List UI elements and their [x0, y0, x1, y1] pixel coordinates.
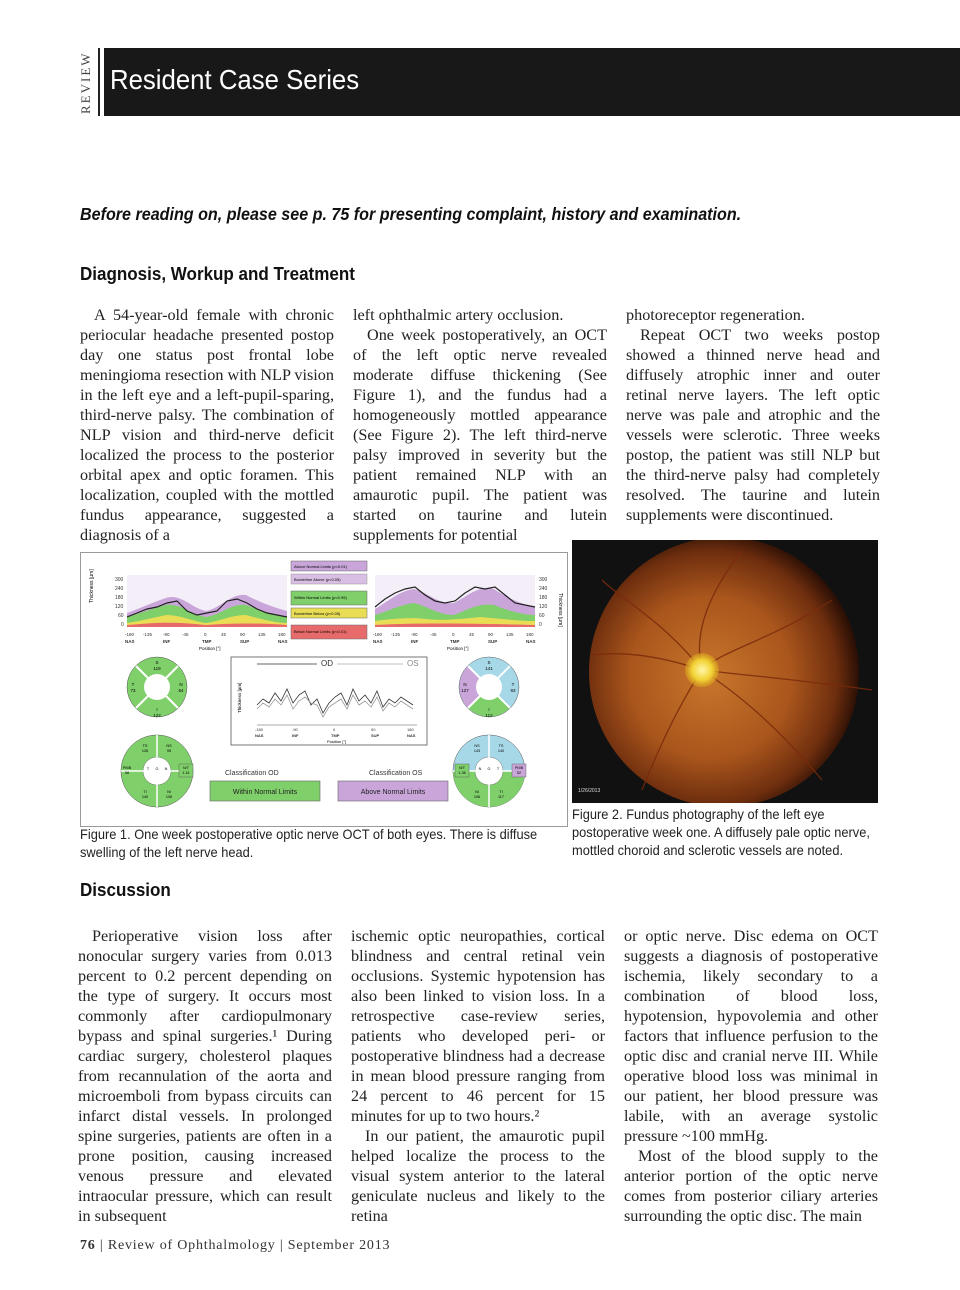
svg-text:-180: -180: [373, 632, 383, 637]
section-heading-diagnosis: Diagnosis, Workup and Treatment: [80, 263, 355, 284]
page-number: 76: [80, 1238, 96, 1253]
figure-fundus-photo: [572, 540, 878, 803]
svg-text:119: 119: [153, 666, 161, 671]
svg-text:N: N: [164, 767, 168, 771]
svg-text:180: 180: [539, 595, 548, 601]
svg-text:NAS: NAS: [255, 733, 264, 738]
classification-os: [338, 770, 448, 801]
svg-text:T: T: [496, 767, 500, 771]
svg-text:TMP: TMP: [450, 639, 460, 644]
page-footer: [80, 1238, 390, 1254]
svg-text:135: 135: [258, 632, 266, 637]
tsnit-plot-od: [89, 569, 288, 651]
svg-text:NI: NI: [475, 790, 479, 794]
clock-chart-od: [121, 735, 193, 807]
svg-text:T: T: [146, 767, 150, 771]
svg-text:-135: -135: [143, 632, 153, 637]
svg-text:180: 180: [278, 632, 286, 637]
svg-text:240: 240: [539, 586, 548, 592]
svg-text:45: 45: [221, 632, 227, 637]
y-axis-label: Thickness [µm]: [89, 569, 95, 603]
svg-text:Thickness [µm]: Thickness [µm]: [557, 593, 563, 627]
tsnit-plot-combined: [231, 657, 427, 745]
svg-text:Borderline Above (p<0.05): Borderline Above (p<0.05): [294, 577, 341, 582]
section-heading-discussion: Discussion: [80, 879, 171, 900]
quadrant-chart-od: [127, 657, 187, 718]
svg-text:T: T: [511, 682, 515, 687]
svg-text:NS: NS: [474, 744, 480, 748]
footer-separator: |: [279, 1238, 288, 1253]
paragraph: A 54-year-old female with chronic periocular headache presented postop day one status post frontal lobe meningioma resection with NLP vision in the left eye and a left-pupil-sparing, third-nerve palsy. The combination of NLP vision and third-nerve deficit localized the process to the posterior orbital apex and optic foramen. This localization, coupled with the mottled fundus appearance, suggested a diagnosis of a: [80, 306, 334, 544]
svg-text:106: 106: [165, 795, 173, 799]
svg-text:G: G: [487, 767, 491, 771]
svg-text:300: 300: [539, 577, 548, 583]
article-column-1: [80, 305, 334, 545]
svg-text:NI: NI: [167, 790, 171, 794]
svg-text:122: 122: [153, 713, 161, 718]
svg-text:45: 45: [469, 632, 475, 637]
svg-text:N/T: N/T: [182, 766, 190, 770]
svg-text:112: 112: [485, 713, 493, 718]
svg-text:120: 120: [115, 604, 124, 610]
svg-text:143: 143: [473, 749, 481, 753]
svg-text:NAS: NAS: [526, 639, 536, 644]
svg-text:Below Normal Limits (p<0.01): Below Normal Limits (p<0.01): [294, 629, 347, 634]
journal-name: Review of Ophthalmology: [107, 1238, 276, 1253]
svg-text:140: 140: [141, 795, 149, 799]
svg-text:OD: OD: [321, 659, 333, 668]
photo-timestamp: 1/26/2013: [578, 788, 601, 794]
svg-text:-45: -45: [430, 632, 437, 637]
svg-text:0: 0: [121, 622, 124, 628]
discussion-column-3: [624, 926, 878, 1226]
svg-text:INF: INF: [411, 639, 419, 644]
svg-text:I: I: [488, 707, 490, 712]
svg-text:N/T: N/T: [458, 766, 466, 770]
svg-text:60: 60: [118, 613, 124, 619]
svg-text:TI: TI: [499, 790, 503, 794]
svg-text:Classification OD: Classification OD: [225, 770, 279, 777]
svg-text:-135: -135: [391, 632, 401, 637]
svg-text:-90: -90: [411, 632, 418, 637]
svg-text:0: 0: [452, 632, 455, 637]
discussion-column-2: [351, 926, 605, 1226]
svg-text:140: 140: [497, 749, 505, 753]
paragraph: or optic nerve. Disc edema on OCT suggests a diagnosis of postoperative ischemia, likely secondary to a combination of blood loss, hypotension, hypovolemia and other factors that influence perfusion to the optic disc and cranial nerve III. While operative blood loss was minimal in our patient, her blood pressure was labile, with an average systolic pressure ~100 mmHg.: [624, 927, 878, 1145]
svg-text:NS: NS: [166, 744, 172, 748]
svg-text:0: 0: [333, 727, 336, 732]
svg-text:58: 58: [124, 771, 130, 775]
svg-text:-180: -180: [255, 727, 264, 732]
svg-text:S: S: [487, 660, 491, 665]
svg-text:T: T: [131, 682, 135, 687]
svg-text:INF: INF: [292, 733, 299, 738]
svg-text:I: I: [156, 707, 158, 712]
figure1-caption: Figure 1. One week postoperative optic nerve OCT of both eyes. There is diffuse swelling of the left nerve head.: [80, 827, 538, 860]
svg-text:Above Normal Limits (p<0.01): Above Normal Limits (p<0.01): [294, 564, 348, 569]
svg-text:S: S: [155, 660, 159, 665]
svg-text:1.41: 1.41: [182, 771, 190, 775]
svg-text:117: 117: [497, 795, 505, 799]
tsnit-plot-os: [373, 575, 563, 651]
paragraph: In our patient, the amaurotic pupil helped localize the process to the visual system anterior to the lateral geniculate nucleus and likely to the retina: [351, 1127, 605, 1225]
svg-text:180: 180: [526, 632, 534, 637]
svg-text:90: 90: [488, 632, 494, 637]
discussion-column-1: [78, 926, 332, 1226]
svg-text:141: 141: [485, 666, 493, 671]
svg-text:Classification OS: Classification OS: [369, 770, 423, 777]
svg-text:127: 127: [461, 688, 469, 693]
svg-text:NAS: NAS: [278, 639, 288, 644]
section-tab-label: REVIEW: [78, 51, 93, 114]
svg-text:TS: TS: [498, 744, 504, 748]
paragraph: left ophthalmic artery occlusion.: [353, 306, 564, 324]
legend: [291, 561, 367, 639]
svg-text:128: 128: [141, 749, 149, 753]
svg-text:PMB: PMB: [122, 766, 132, 770]
header-divider: [98, 48, 100, 116]
svg-text:N: N: [478, 767, 482, 771]
classification-od: [210, 770, 320, 801]
svg-text:TS: TS: [142, 744, 148, 748]
svg-text:180: 180: [407, 727, 414, 732]
svg-text:Within Normal Limits: Within Normal Limits: [232, 789, 298, 796]
svg-text:135: 135: [506, 632, 514, 637]
paragraph: Perioperative vision loss after nonocular surgery varies from 0.013 percent to 0.2 percent depending on the type of surgery. It occurs most commonly after cardiopulmonary bypass and spinal surgeries.¹ During cardiac surgery, cholesterol plaques from recannulation of the aorta and microemboli from bypass circuits can infarct distal vessels. In prolonged spine surgeries, patients are often in a prone position, causing increased venous pressure and elevated intraocular pressure, which can result in subsequent: [78, 927, 332, 1225]
svg-text:G: G: [155, 767, 159, 771]
svg-text:TI: TI: [143, 790, 147, 794]
svg-text:INF: INF: [163, 639, 171, 644]
svg-text:Above Normal Limits: Above Normal Limits: [360, 789, 426, 796]
svg-text:300: 300: [115, 577, 124, 583]
svg-text:Within Normal Limits (p<0.95): Within Normal Limits (p<0.95): [294, 595, 347, 600]
section-tab: [74, 48, 96, 116]
svg-text:SUP: SUP: [488, 639, 498, 644]
svg-text:PMB: PMB: [514, 766, 524, 770]
figure-oct-report: [80, 552, 568, 827]
svg-text:64: 64: [178, 688, 184, 693]
page-title: Resident Case Series: [110, 64, 360, 95]
svg-text:73: 73: [130, 688, 136, 693]
svg-text:180: 180: [115, 595, 124, 601]
svg-text:SUP: SUP: [240, 639, 250, 644]
svg-text:Position [°]: Position [°]: [327, 739, 347, 744]
svg-text:TMP: TMP: [331, 733, 340, 738]
paragraph: One week postoperatively, an OCT of the left optic nerve revealed moderate diffuse thickening (See Figure 1), and the fundus had a homogeneously mottled appearance (See Figure 2). The left third-nerve palsy improved in severity but the patient remained NLP with an amaurotic pupil. The patient was started on taurine and lutein supplements for potential: [353, 326, 607, 544]
paragraph: photoreceptor regeneration.: [626, 306, 805, 324]
clock-chart-os: [453, 735, 526, 807]
svg-text:-90: -90: [163, 632, 170, 637]
svg-text:Position [°]: Position [°]: [199, 646, 221, 651]
figure2-caption: Figure 2. Fundus photography of the left eye postoperative week one. A diffusely pale optic nerve, mottled choroid and sclerotic vessels are noted.: [572, 807, 870, 858]
svg-text:90: 90: [371, 727, 376, 732]
intro-note: Before reading on, please see p. 75 for presenting complaint, history and examination.: [80, 204, 742, 224]
svg-text:95: 95: [166, 749, 172, 753]
svg-text:0: 0: [204, 632, 207, 637]
svg-text:240: 240: [115, 586, 124, 592]
issue-date: September 2013: [287, 1238, 391, 1253]
svg-text:-180: -180: [125, 632, 135, 637]
svg-text:N: N: [463, 682, 467, 687]
paragraph: ischemic optic neuropathies, cortical blindness and central retinal vein occlusions. Systemic hypotension has also been linked to vision loss. In a retrospective case-review series, patients who developed peri- or postoperative blindness had a decrease in mean blood pressure ranging from 24 percent to 46 percent for 15 minutes for up to two hours.²: [351, 927, 605, 1125]
svg-text:-45: -45: [182, 632, 189, 637]
svg-text:NAS: NAS: [125, 639, 135, 644]
svg-text:-90: -90: [292, 727, 298, 732]
svg-text:N: N: [179, 682, 183, 687]
svg-text:1.36: 1.36: [458, 771, 466, 775]
svg-text:SUP: SUP: [371, 733, 380, 738]
svg-text:90: 90: [240, 632, 246, 637]
paragraph: Repeat OCT two weeks postop showed a thinned nerve head and diffusely atrophic inner and outer retinal nerve layers. The left optic nerve was pale and atrophic and the vessels were sclerotic. Three weeks postop, the patient was still NLP but the third-nerve palsy had completely resolved. The taurine and lutein supplements were discontinued.: [626, 326, 880, 524]
svg-text:NAS: NAS: [407, 733, 416, 738]
svg-text:NAS: NAS: [373, 639, 383, 644]
footer-separator: |: [99, 1238, 108, 1253]
quadrant-chart-os: [459, 657, 519, 718]
svg-text:TMP: TMP: [202, 639, 212, 644]
svg-text:120: 120: [539, 604, 548, 610]
article-column-2: [353, 305, 607, 545]
svg-text:106: 106: [473, 795, 481, 799]
svg-text:Borderline Below (p<0.05): Borderline Below (p<0.05): [294, 611, 341, 616]
svg-text:52: 52: [516, 771, 522, 775]
svg-text:93: 93: [510, 688, 516, 693]
svg-text:OS: OS: [407, 659, 419, 668]
article-column-3: [626, 305, 880, 525]
paragraph: Most of the blood supply to the anterior portion of the optic nerve comes from posterior ciliary arteries surrounding the optic disc. The main: [624, 1147, 878, 1225]
svg-text:Position [°]: Position [°]: [447, 646, 469, 651]
svg-text:Thickness [µm]: Thickness [µm]: [237, 682, 242, 713]
svg-text:0: 0: [539, 622, 542, 628]
svg-text:60: 60: [539, 613, 545, 619]
